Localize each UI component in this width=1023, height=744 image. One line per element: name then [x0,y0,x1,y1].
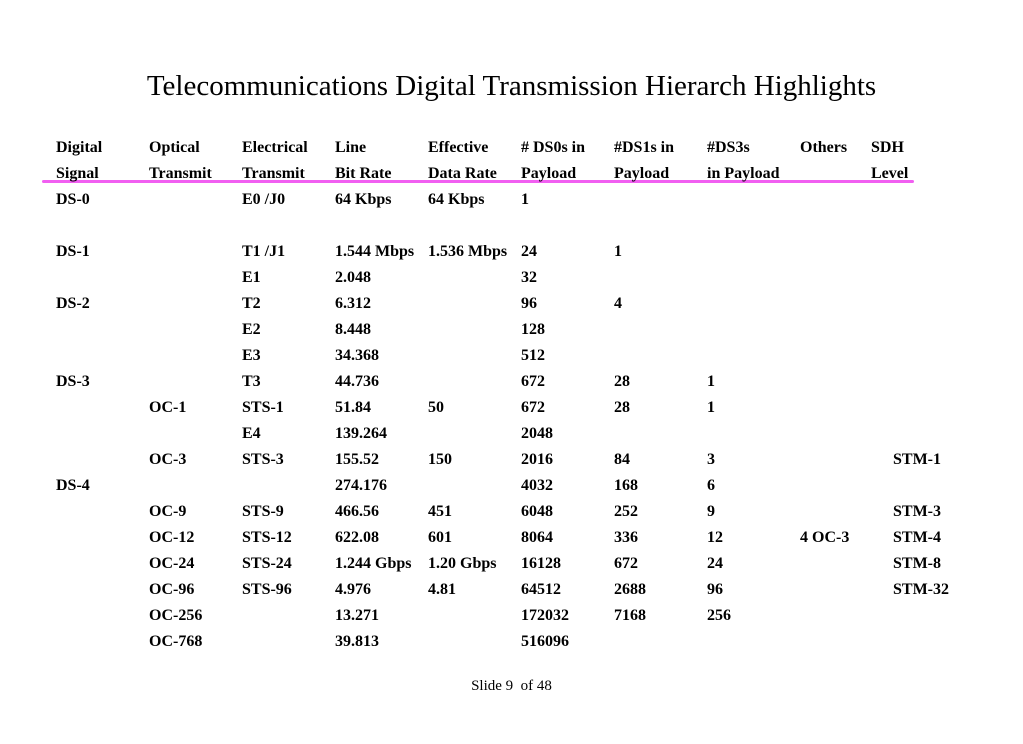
header-others: Others [800,139,848,156]
cell-electrical: STS-1 [242,399,284,416]
cell-ds0s: 2016 [521,451,553,468]
cell-line-rate: 139.264 [335,425,387,442]
cell-ds1s: 336 [614,529,638,546]
cell-line-rate: 1.244 Gbps [335,555,412,572]
cell-ds1s: 4 [614,295,622,312]
cell-electrical: E4 [242,425,261,442]
cell-sdh: STM-1 [893,451,941,468]
cell-ds3s: 256 [707,607,731,624]
table-row [56,551,976,577]
cell-ds1s: 168 [614,477,638,494]
cell-sdh: STM-3 [893,503,941,520]
cell-ds1s: 28 [614,399,630,416]
cell-line-rate: 64 Kbps [335,191,392,208]
cell-ds0s: 2048 [521,425,553,442]
cell-ds3s: 24 [707,555,723,572]
table-row [56,499,976,525]
header-optical-transmit: Transmit [149,165,212,182]
cell-line-rate: 1.544 Mbps [335,243,415,260]
slide-title: Telecommunications Digital Transmission Hierarch Highlights [146,70,877,102]
cell-electrical: E0 /J0 [242,191,286,208]
header-line: Line [335,139,367,156]
cell-effective-rate: 1.20 Gbps [428,555,497,572]
cell-electrical: E3 [242,347,261,364]
table-row [56,577,976,603]
cell-ds0s: 4032 [521,477,553,494]
cell-ds3s: 12 [707,529,723,546]
cell-line-rate: 34.368 [335,347,379,364]
table-header-row-2 [56,161,976,187]
cell-ds0s: 128 [521,321,545,338]
cell-ds1s: 28 [614,373,630,390]
header-sdh: SDH [871,139,904,156]
table-row [56,525,976,551]
cell-line-rate: 466.56 [335,503,379,520]
table-row [56,239,976,265]
cell-optical: OC-768 [149,633,203,650]
cell-signal: DS-4 [56,477,90,494]
header-ds3s: #DS3s [707,139,750,156]
table-row [56,317,976,343]
cell-effective-rate: 64 Kbps [428,191,485,208]
header-signal: Signal [56,165,99,182]
cell-ds0s: 96 [521,295,537,312]
cell-ds0s: 32 [521,269,537,286]
cell-effective-rate: 150 [428,451,452,468]
table-header-row-1 [56,135,976,161]
table-row [56,629,976,655]
cell-electrical: STS-24 [242,555,292,572]
hierarchy-table [56,135,976,655]
cell-signal: DS-1 [56,243,90,260]
cell-ds0s: 512 [521,347,545,364]
table-row [56,291,976,317]
cell-ds0s: 172032 [521,607,569,624]
table-row [56,343,976,369]
cell-ds1s: 2688 [614,581,646,598]
header-ds3s-payload: in Payload [707,165,780,182]
cell-effective-rate: 601 [428,529,452,546]
header-optical: Optical [149,139,200,156]
table-row [56,421,976,447]
cell-signal: DS-2 [56,295,90,312]
header-ds1s: #DS1s in [614,139,675,156]
header-effective: Effective [428,139,489,156]
cell-electrical: STS-96 [242,581,292,598]
cell-ds0s: 672 [521,399,545,416]
table-body [56,187,976,655]
cell-ds3s: 1 [707,373,715,390]
cell-effective-rate: 4.81 [428,581,456,598]
cell-optical: OC-12 [149,529,195,546]
header-ds0s-payload: Payload [521,165,577,182]
slide-number: Slide 9 of 48 [471,678,552,694]
cell-line-rate: 51.84 [335,399,371,416]
cell-signal: DS-3 [56,373,90,390]
cell-line-rate: 6.312 [335,295,371,312]
table-row [56,187,976,213]
header-data-rate: Data Rate [428,165,497,182]
cell-ds1s: 84 [614,451,630,468]
cell-effective-rate: 1.536 Mbps [428,243,508,260]
table-row [56,603,976,629]
table-row [56,447,976,473]
cell-effective-rate: 451 [428,503,452,520]
cell-ds3s: 9 [707,503,715,520]
cell-optical: OC-24 [149,555,195,572]
cell-ds3s: 6 [707,477,715,494]
table-row [56,265,976,291]
cell-ds3s: 3 [707,451,715,468]
cell-signal: DS-0 [56,191,90,208]
cell-optical: OC-1 [149,399,187,416]
cell-line-rate: 13.271 [335,607,379,624]
cell-line-rate: 39.813 [335,633,379,650]
cell-effective-rate: 50 [428,399,444,416]
cell-line-rate: 4.976 [335,581,371,598]
table-row [56,395,976,421]
cell-ds0s: 6048 [521,503,553,520]
cell-ds0s: 672 [521,373,545,390]
cell-electrical: T2 [242,295,261,312]
header-bit-rate: Bit Rate [335,165,392,182]
cell-optical: OC-9 [149,503,187,520]
cell-electrical: STS-9 [242,503,284,520]
cell-line-rate: 44.736 [335,373,379,390]
cell-ds1s: 252 [614,503,638,520]
cell-ds0s: 64512 [521,581,561,598]
cell-electrical: T1 /J1 [242,243,286,260]
cell-optical: OC-256 [149,607,203,624]
header-ds0s: # DS0s in [521,139,586,156]
cell-ds1s: 1 [614,243,622,260]
header-digital: Digital [56,139,103,156]
header-ds1s-payload: Payload [614,165,670,182]
cell-ds0s: 24 [521,243,537,260]
cell-ds1s: 672 [614,555,638,572]
cell-line-rate: 274.176 [335,477,387,494]
cell-sdh: STM-4 [893,529,941,546]
header-level: Level [871,165,909,182]
cell-line-rate: 2.048 [335,269,371,286]
cell-ds0s: 1 [521,191,529,208]
cell-electrical: STS-12 [242,529,292,546]
cell-ds0s: 8064 [521,529,553,546]
cell-ds3s: 96 [707,581,723,598]
header-electrical-transmit: Transmit [242,165,305,182]
table-spacer-row [56,213,976,239]
cell-ds3s: 1 [707,399,715,416]
cell-electrical: E2 [242,321,261,338]
cell-ds1s: 7168 [614,607,646,624]
cell-sdh: STM-8 [893,555,941,572]
cell-optical: OC-3 [149,451,187,468]
cell-ds0s: 516096 [521,633,569,650]
cell-ds0s: 16128 [521,555,561,572]
cell-electrical: STS-3 [242,451,284,468]
cell-others: 4 OC-3 [800,529,850,546]
table-row [56,369,976,395]
cell-line-rate: 155.52 [335,451,379,468]
header-electrical: Electrical [242,139,308,156]
cell-line-rate: 622.08 [335,529,379,546]
table-row [56,473,976,499]
cell-line-rate: 8.448 [335,321,371,338]
cell-optical: OC-96 [149,581,195,598]
cell-sdh: STM-32 [893,581,949,598]
cell-electrical: T3 [242,373,261,390]
cell-electrical: E1 [242,269,261,286]
